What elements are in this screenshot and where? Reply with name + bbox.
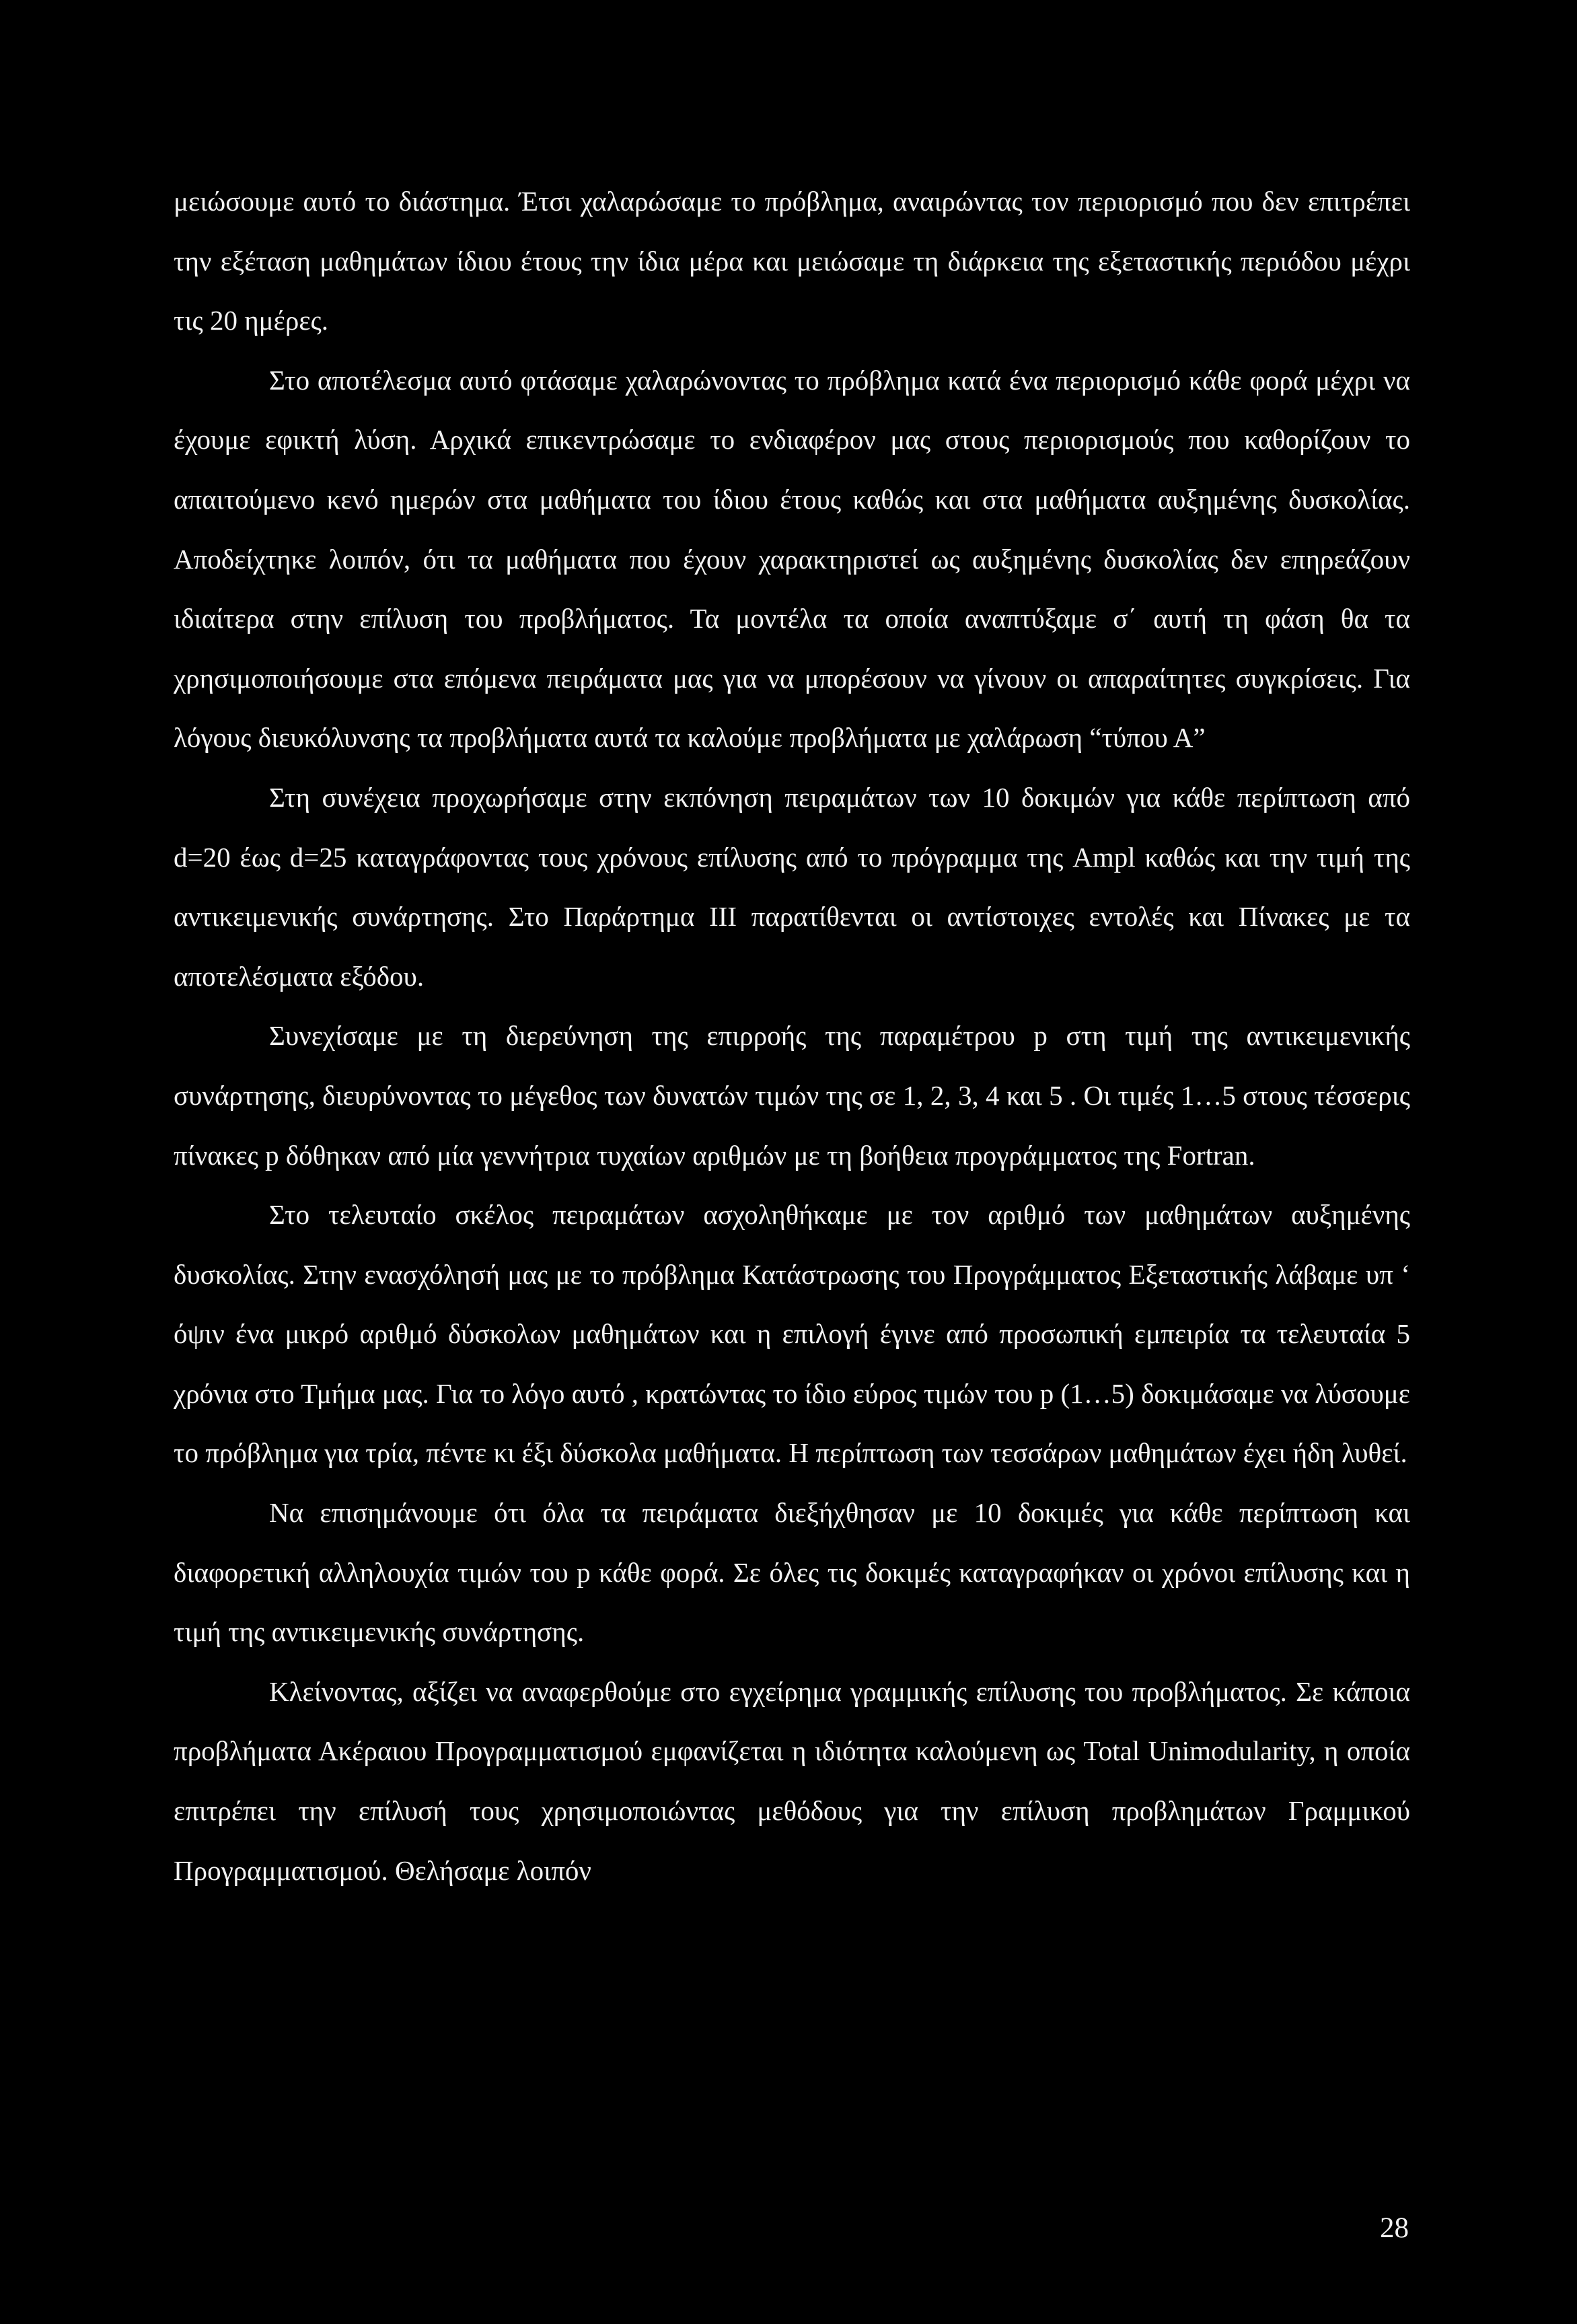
paragraph: Κλείνοντας, αξίζει να αναφερθούμε στο εγχείρημα γραμμικής επίλυσης του προβλήματος. Σε κάποια προβλήματα Ακέραιου Προγραμματισμού εμφανίζεται η ιδιότητα καλούμενη ως Total Unimodularity, η οποία επιτρέπει την επίλυσή τους χρησιμοποιώντας μεθόδους για την επίλυση προβλημάτων Γραμμικού Προγραμματισμού. Θελήσαμε λοιπόν [174, 1675, 1410, 1886]
paragraph: Να επισημάνουμε ότι όλα τα πειράματα διεξήχθησαν με 10 δοκιμές για κάθε περίπτωση και διαφορετική αλληλουχία τιμών του p κάθε φορά. Σε όλες τις δοκιμές καταγραφήκαν οι χρόνοι επίλυσης και η τιμή της αντικειμενικής συνάρτησης. [174, 1497, 1410, 1648]
body-text [174, 172, 1410, 1900]
paragraph: Στο τελευταίο σκέλος πειραμάτων ασχοληθήκαμε με τον αριθμό των μαθημάτων αυξημένης δυσκολίας. Στην ενασχόλησή μας με το πρόβλημα Κατάστρωσης του Προγράμματος Εξεταστικής λάβαμε υπ ‘ όψιν ένα μικρό αριθμό δύσκολων μαθημάτων και η επιλογή έγινε από προσωπική εμπειρία τα τελευταία 5 χρόνια στο Τμήμα μας. Για το λόγο αυτό , κρατώντας το ίδιο εύρος τιμών του p (1…5) δοκιμάσαμε να λύσουμε το πρόβλημα για τρία, πέντε κι έξι δύσκολα μαθήματα. Η περίπτωση των τεσσάρων μαθημάτων έχει ήδη λυθεί. [174, 1199, 1410, 1469]
paragraph: Στη συνέχεια προχωρήσαμε στην εκπόνηση πειραμάτων των 10 δοκιμών για κάθε περίπτωση από d=20 έως d=25 καταγράφοντας τους χρόνους επίλυσης από το πρόγραμμα της Ampl καθώς και την τιμή της αντικειμενικής συνάρτησης. Στο Παράρτημα ΙΙΙ παρατίθενται οι αντίστοιχες εντολές και Πίνακες με τα αποτελέσματα εξόδου. [174, 781, 1410, 992]
paragraph: μειώσουμε αυτό το διάστημα. Έτσι χαλαρώσαμε το πρόβλημα, αναιρώντας τον περιορισμό που δεν επιτρέπει την εξέταση μαθημάτων ίδιου έτους την ίδια μέρα και μειώσαμε τη διάρκεια της εξεταστικής περιόδου μέχρι τις 20 ημέρες. [174, 186, 1410, 336]
paragraph: Συνεχίσαμε με τη διερεύνηση της επιρροής της παραμέτρου p στη τιμή της αντικειμενικής συνάρτησης, διευρύνοντας το μέγεθος των δυνατών τιμών της σε 1, 2, 3, 4 και 5 . Οι τιμές 1…5 στους τέσσερις πίνακες p δόθηκαν από μία γεννήτρια τυχαίων αριθμών με τη βοήθεια προγράμματος της Fortran. [174, 1020, 1410, 1171]
page-number: 28 [1380, 2212, 1409, 2244]
paragraph: Στο αποτέλεσμα αυτό φτάσαμε χαλαρώνοντας το πρόβλημα κατά ένα περιορισμό κάθε φορά μέχρι να έχουμε εφικτή λύση. Αρχικά επικεντρώσαμε το ενδιαφέρον μας στους περιορισμούς που καθορίζουν το απαιτούμενο κενό ημερών στα μαθήματα του ίδιου έτους καθώς και στα μαθήματα αυξημένης δυσκολίας. Αποδείχτηκε λοιπόν, ότι τα μαθήματα που έχουν χαρακτηριστεί ως αυξημένης δυσκολίας δεν επηρεάζουν ιδιαίτερα στην επίλυση του προβλήματος. Τα μοντέλα τα οποία αναπτύξαμε σ΄ αυτή τη φάση θα τα χρησιμοποιήσουμε στα επόμενα πειράματα μας για να μπορέσουν να γίνουν οι απαραίτητες συγκρίσεις. Για λόγους διευκόλυνσης τα προβλήματα αυτά τα καλούμε προβλήματα με χαλάρωση “τύπου Α” [174, 364, 1410, 754]
